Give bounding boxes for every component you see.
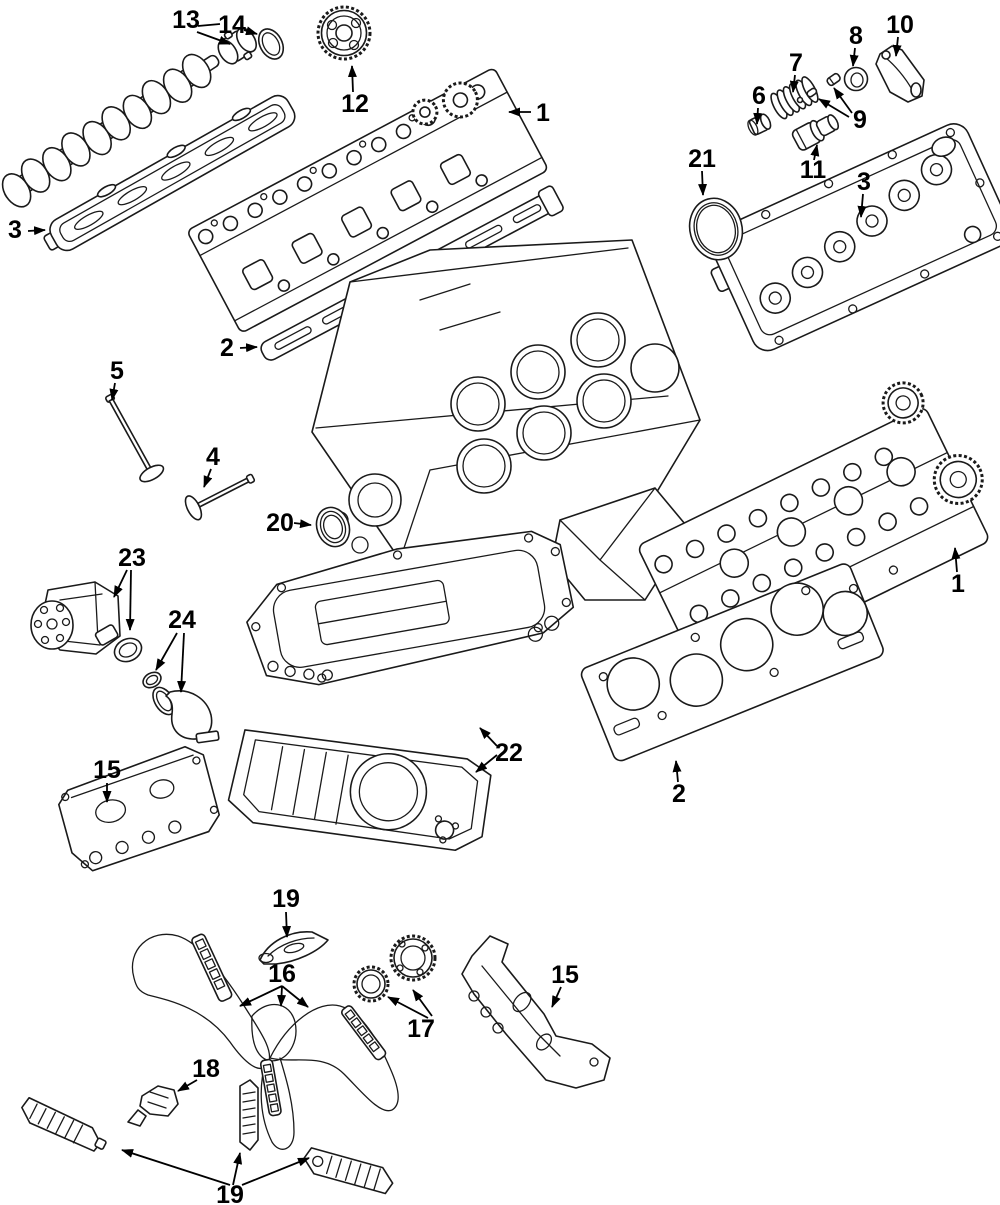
spring-retainer <box>845 68 868 91</box>
callout-label-1-right: 1 <box>951 570 965 598</box>
callout-2-left <box>220 334 257 362</box>
crank-front-seal <box>311 503 355 552</box>
callout-5 <box>110 357 124 400</box>
callout-18 <box>178 1055 220 1091</box>
callout-label-11: 11 <box>799 156 827 184</box>
callout-16 <box>240 960 308 1007</box>
valve-exhaust <box>97 389 166 485</box>
elbow-pipe <box>148 684 219 743</box>
rocker-arm <box>876 46 924 102</box>
valve-stem-cap <box>746 113 773 137</box>
callout-4 <box>204 443 220 487</box>
callout-label-15-left: 15 <box>93 756 121 784</box>
oil-pan-upper <box>239 521 579 695</box>
cover-left <box>53 743 226 875</box>
callout-label-2-right: 2 <box>672 780 686 808</box>
callout-22 <box>476 728 523 772</box>
cam-sprocket <box>318 7 370 59</box>
callout-19-top <box>272 885 300 937</box>
callout-11 <box>800 145 827 184</box>
callout-3-left <box>8 216 45 244</box>
callout-17 <box>388 990 435 1043</box>
callout-21 <box>688 145 716 195</box>
callout-label-1-left: 1 <box>536 99 550 127</box>
timing-sprockets <box>354 936 435 1001</box>
chain-guide-middle <box>240 1080 258 1150</box>
callout-label-5: 5 <box>110 357 124 385</box>
callout-label-22: 22 <box>495 739 523 767</box>
callout-label-8: 8 <box>849 22 863 50</box>
callout-label-17: 17 <box>407 1015 435 1043</box>
callout-label-7: 7 <box>789 49 803 77</box>
callout-label-21: 21 <box>688 145 716 173</box>
callout-label-19-top: 19 <box>272 885 300 913</box>
callout-2-right <box>672 761 686 808</box>
callout-label-3-left: 3 <box>8 216 22 244</box>
callout-12 <box>341 66 369 118</box>
callout-label-16: 16 <box>268 960 296 988</box>
pump-assembly <box>31 582 120 654</box>
valve-intake <box>182 466 259 522</box>
chain-guide-right <box>301 1145 397 1197</box>
callout-label-15-right: 15 <box>551 961 579 989</box>
callout-label-2-left: 2 <box>220 334 234 362</box>
cover-right <box>462 936 610 1088</box>
callout-label-4: 4 <box>206 443 220 471</box>
oil-pan-lower <box>225 719 494 862</box>
callout-label-23: 23 <box>118 544 146 572</box>
callout-label-3-right: 3 <box>857 168 871 196</box>
callout-label-10: 10 <box>886 11 914 39</box>
callout-label-12: 12 <box>341 90 369 118</box>
callout-15-right <box>551 961 579 1007</box>
chain-guide-left <box>17 1095 109 1158</box>
callout-label-20: 20 <box>266 509 294 537</box>
callout-19-bottom <box>122 1150 309 1205</box>
callout-label-6: 6 <box>752 82 766 110</box>
callout-label-24: 24 <box>168 606 196 634</box>
callout-label-9: 9 <box>853 106 867 134</box>
callout-label-13: 13 <box>172 6 200 34</box>
callout-8 <box>849 22 863 66</box>
callout-label-18: 18 <box>192 1055 220 1083</box>
callout-label-19-bottom: 19 <box>216 1181 244 1205</box>
chain-tensioner <box>128 1086 178 1126</box>
timing-chains <box>132 933 398 1149</box>
cam-oval-seal <box>254 25 288 64</box>
callout-20 <box>266 509 311 537</box>
callout-24 <box>156 606 196 692</box>
callout-label-14: 14 <box>218 11 246 39</box>
